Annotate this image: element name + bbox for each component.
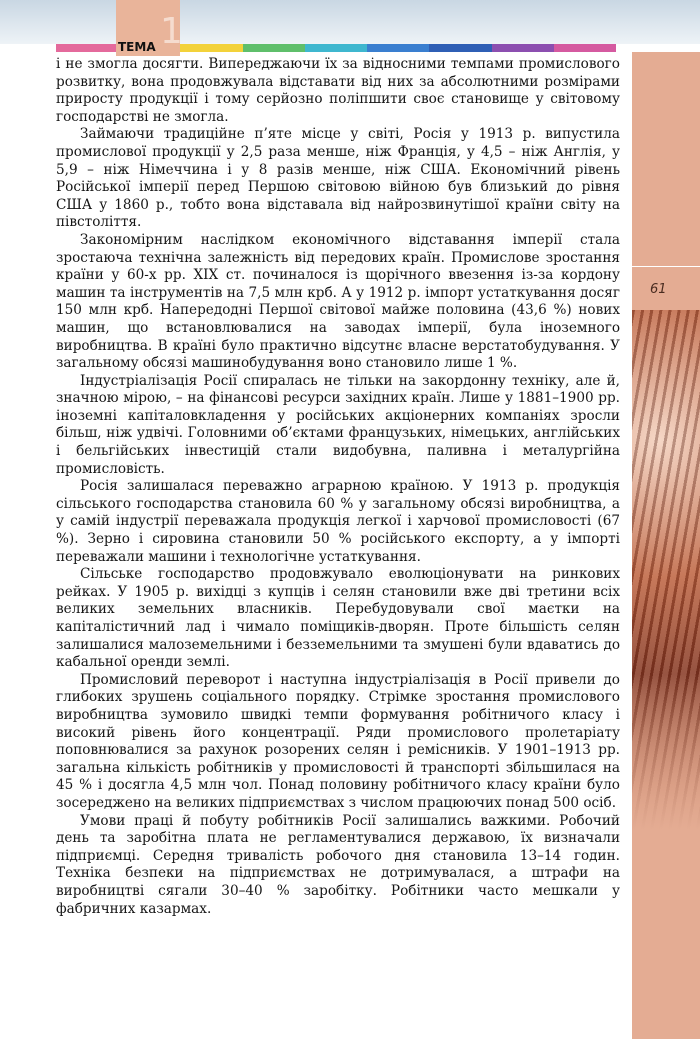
strip-segment <box>243 44 305 52</box>
strip-segment <box>56 44 118 52</box>
body-text <box>56 56 620 918</box>
tema-label: ТЕМА <box>118 40 156 54</box>
tema-number: 1 <box>160 11 183 52</box>
paragraph: Промисловий переворот і наступна індустріалізація в Росії привели до глибоких зрушень соціального порядку. Стрімке зростання промислового виробництва зумовило швидкі темпи формування робітничого класу і високий рівень його концентрації. Ряди промислового пролетаріату поповнювалися за рахунок розорених селян і ремісників. У 1901–1913 рр. загальна кількість робітників у промисловості й транспорті збільшилася на 45 % і досягла 4,5 млн чол. Понад половину робітничого класу країни було зосереджено на великих підприємствах з числом працюючих понад 500 осіб. <box>56 671 620 811</box>
paragraph: Індустріалізація Росії спиралась не тільки на закордонну техніку, але й, значною мірою, – на фінансові ресурси західних країн. Лише у 1881–1900 рр. іноземні капіталовкладення у російських акціонерних компаніях зросли більш, ніж удвічі. Головними об’єктами французьких, німецьких, англійських і бельгійських інвестицій стали видобувна, паливна і металургійна промисловість. <box>56 372 620 477</box>
factory-photo <box>632 310 700 830</box>
strip-segment <box>492 44 554 52</box>
strip-segment <box>429 44 491 52</box>
header-band <box>0 0 700 44</box>
paragraph: і не змогла досягти. Випереджаючи їх за відносними темпами промислового розвитку, вона продовжувала відставати від них за абсолютними розмірами приросту продукції і тому серйозно поліпшити своє становище у світовому господарстві не змогла. <box>56 56 620 125</box>
paragraph: Росія залишалася переважно аграрною країною. У 1913 р. продукція сільського господарства становила 60 % у загальному обсязі виробництва, а у самій індустрії переважала продукція легкої і харчової промисловості (67 %). Зерно і сировина становили 50 % російського експорту, а у імпорті переважали машини і технологічне устаткування. <box>56 478 620 565</box>
page-number: 61 <box>650 282 667 297</box>
strip-segment <box>305 44 367 52</box>
paragraph: Сільське господарство продовжувало еволюціонувати на ринкових рейках. У 1905 р. вихідці з купців і селян становили вже дві третини всіх великих земельних власників. Перебудовували свої маєтки на капіталістичний лад і чимало поміщиків-дворян. Проте більшість селян залишалися малоземельними і безземельними та змушені були вдаватись до кабальної оренди землі. <box>56 566 620 671</box>
paragraph: Закономірним наслідком економічного відставання імперії стала зростаюча технічна залежність від передових країн. Промислове зростання країни у 60-х рр. XIX ст. починалося із щорічного ввезення із-за кордону машин та інструментів на 7,5 млн крб. А у 1912 р. імпорт устаткування досяг 150 млн крб. Напередодні Першої світової майже половина (43,6 %) нових машин, що встановлювалися на заводах імперії, була іноземного виробництва. В країні було практично відсутнє власне верстатобудування. У загальному обсязі машинобудування воно становило лише 1 %. <box>56 231 620 372</box>
strip-segment <box>180 44 242 52</box>
paragraph: Займаючи традиційне п’яте місце у світі, Росія у 1913 р. випустила промислової продукції у 2,5 раза менше, ніж Франція, у 4,5 – ніж Англія, у 5,9 – ніж Німеччина і у 8 разів менше, ніж США. Економічний рівень Російської імперії перед Першою світовою війною був близький до рівня США у 1860 р., тобто вона відставала від найрозвинутішої країни світу на півстоліття. <box>56 126 620 231</box>
strip-segment <box>554 44 616 52</box>
paragraph: Умови праці й побуту робітників Росії залишались важкими. Робочий день та заробітна плата не регламентувалися державою, їх визначали підприємці. Середня тривалість робочого дня становила 13–14 годин. Техніка безпеки на підприємствах не дотримувалася, а штрафи на виробництві сягали 30–40 % заробітку. Робітники часто мешкали у фабричних казармах. <box>56 812 620 917</box>
strip-segment <box>367 44 429 52</box>
side-divider <box>632 266 700 267</box>
